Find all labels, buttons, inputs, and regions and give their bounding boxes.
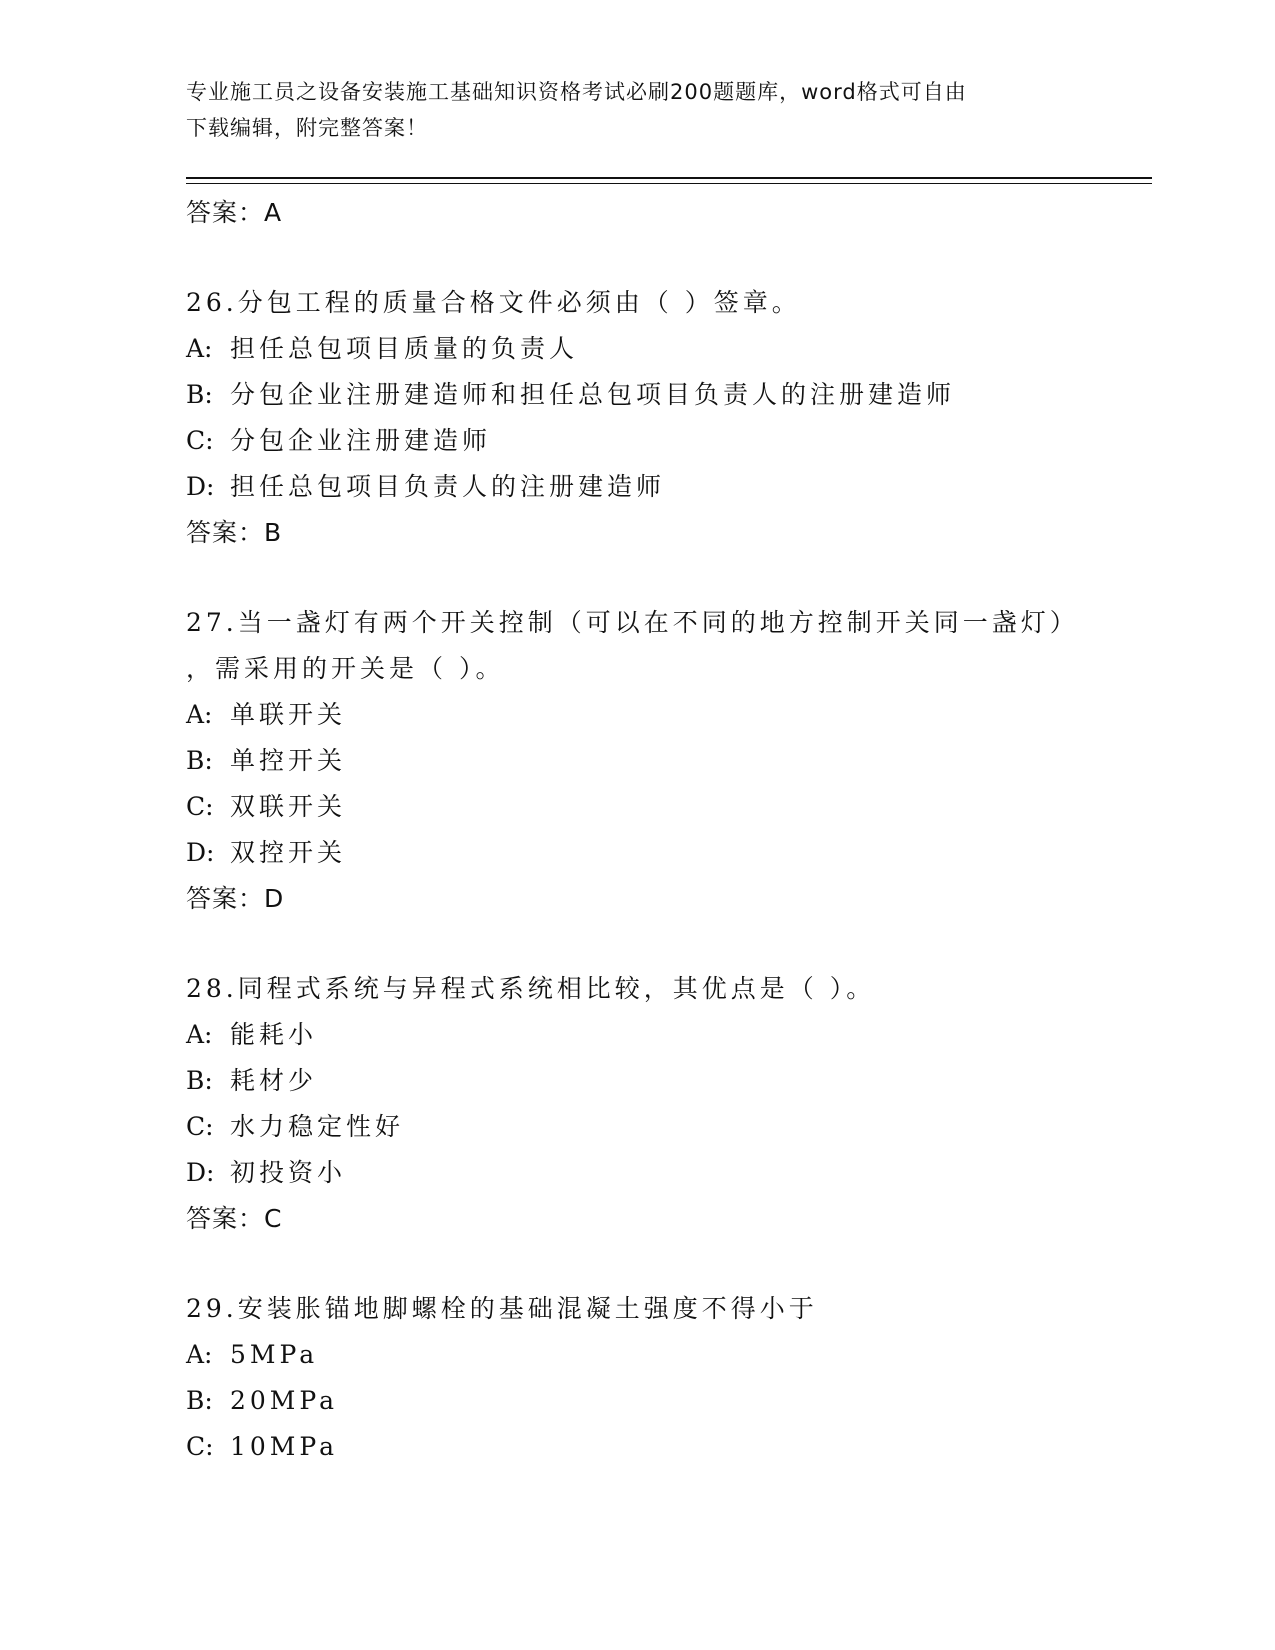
option-c bbox=[186, 418, 1152, 464]
spacer bbox=[186, 922, 1152, 966]
option-text: 初投资小 bbox=[230, 1158, 347, 1187]
option-c bbox=[186, 784, 1152, 830]
spacer bbox=[186, 1242, 1152, 1286]
option-letter: B: bbox=[186, 380, 213, 409]
option-a bbox=[186, 326, 1152, 372]
option-b bbox=[186, 1058, 1152, 1104]
question-block-27 bbox=[186, 600, 1152, 922]
option-letter: C: bbox=[186, 792, 214, 821]
spacer bbox=[186, 556, 1152, 600]
header-divider-thick bbox=[186, 177, 1152, 179]
question-block-26 bbox=[186, 280, 1152, 556]
question-text: 27.当一盏灯有两个开关控制（可以在不同的地方控制开关同一盏灯） bbox=[186, 608, 1079, 637]
answer-line: 答案：B bbox=[186, 518, 283, 547]
question-text: 26.分包工程的质量合格文件必须由（ ）签章。 bbox=[186, 288, 801, 317]
header-line-2: 下载编辑，附完整答案！ bbox=[186, 116, 428, 140]
option-c bbox=[186, 1424, 1152, 1470]
header-line-1: 专业施工员之设备安装施工基础知识资格考试必刷200题题库，word格式可自由 bbox=[186, 80, 967, 104]
option-letter: A: bbox=[186, 1020, 213, 1049]
option-letter: C: bbox=[186, 1112, 214, 1141]
option-d bbox=[186, 1150, 1152, 1196]
question-text: 28.同程式系统与异程式系统相比较，其优点是（ ）。 bbox=[186, 974, 876, 1003]
option-text: 双联开关 bbox=[230, 792, 347, 821]
option-text: 水力稳定性好 bbox=[230, 1112, 405, 1141]
option-letter: A: bbox=[186, 334, 213, 363]
option-text: 分包企业注册建造师 bbox=[230, 426, 492, 455]
option-text: 担任总包项目负责人的注册建造师 bbox=[230, 472, 666, 501]
answer-line: 答案：A bbox=[186, 198, 283, 227]
option-letter: B: bbox=[186, 1066, 213, 1095]
option-text: 分包企业注册建造师和担任总包项目负责人的注册建造师 bbox=[230, 380, 956, 409]
option-text: 双控开关 bbox=[230, 838, 347, 867]
option-a bbox=[186, 1012, 1152, 1058]
option-letter: D: bbox=[186, 472, 215, 501]
question-block-29 bbox=[186, 1286, 1152, 1470]
option-letter: D: bbox=[186, 838, 215, 867]
spacer bbox=[186, 236, 1152, 280]
option-text: 10MPa bbox=[230, 1432, 339, 1461]
option-text: 能耗小 bbox=[230, 1020, 318, 1049]
option-text: 担任总包项目质量的负责人 bbox=[230, 334, 579, 363]
document-header bbox=[186, 74, 1086, 146]
option-letter: C: bbox=[186, 426, 214, 455]
option-a bbox=[186, 1332, 1152, 1378]
option-letter: A: bbox=[186, 1340, 213, 1369]
option-d bbox=[186, 830, 1152, 876]
option-b bbox=[186, 738, 1152, 784]
option-letter: D: bbox=[186, 1158, 215, 1187]
option-letter: B: bbox=[186, 1386, 213, 1415]
document-body bbox=[186, 190, 1152, 1470]
header-divider-thin bbox=[186, 183, 1152, 184]
option-text: 耗材少 bbox=[230, 1066, 318, 1095]
question-text-continued: ，需采用的开关是（ ）。 bbox=[186, 654, 505, 683]
answer-line: 答案：C bbox=[186, 1204, 283, 1233]
option-text: 单控开关 bbox=[230, 746, 347, 775]
option-c bbox=[186, 1104, 1152, 1150]
option-text: 5MPa bbox=[230, 1340, 319, 1369]
question-text: 29.安装胀锚地脚螺栓的基础混凝土强度不得小于 bbox=[186, 1294, 818, 1323]
option-text: 单联开关 bbox=[230, 700, 347, 729]
option-letter: B: bbox=[186, 746, 213, 775]
option-a bbox=[186, 692, 1152, 738]
answer-line: 答案：D bbox=[186, 884, 285, 913]
option-b bbox=[186, 372, 1152, 418]
option-text: 20MPa bbox=[230, 1386, 339, 1415]
option-letter: C: bbox=[186, 1432, 214, 1461]
option-b bbox=[186, 1378, 1152, 1424]
question-block-28 bbox=[186, 966, 1152, 1242]
option-d bbox=[186, 464, 1152, 510]
option-letter: A: bbox=[186, 700, 213, 729]
